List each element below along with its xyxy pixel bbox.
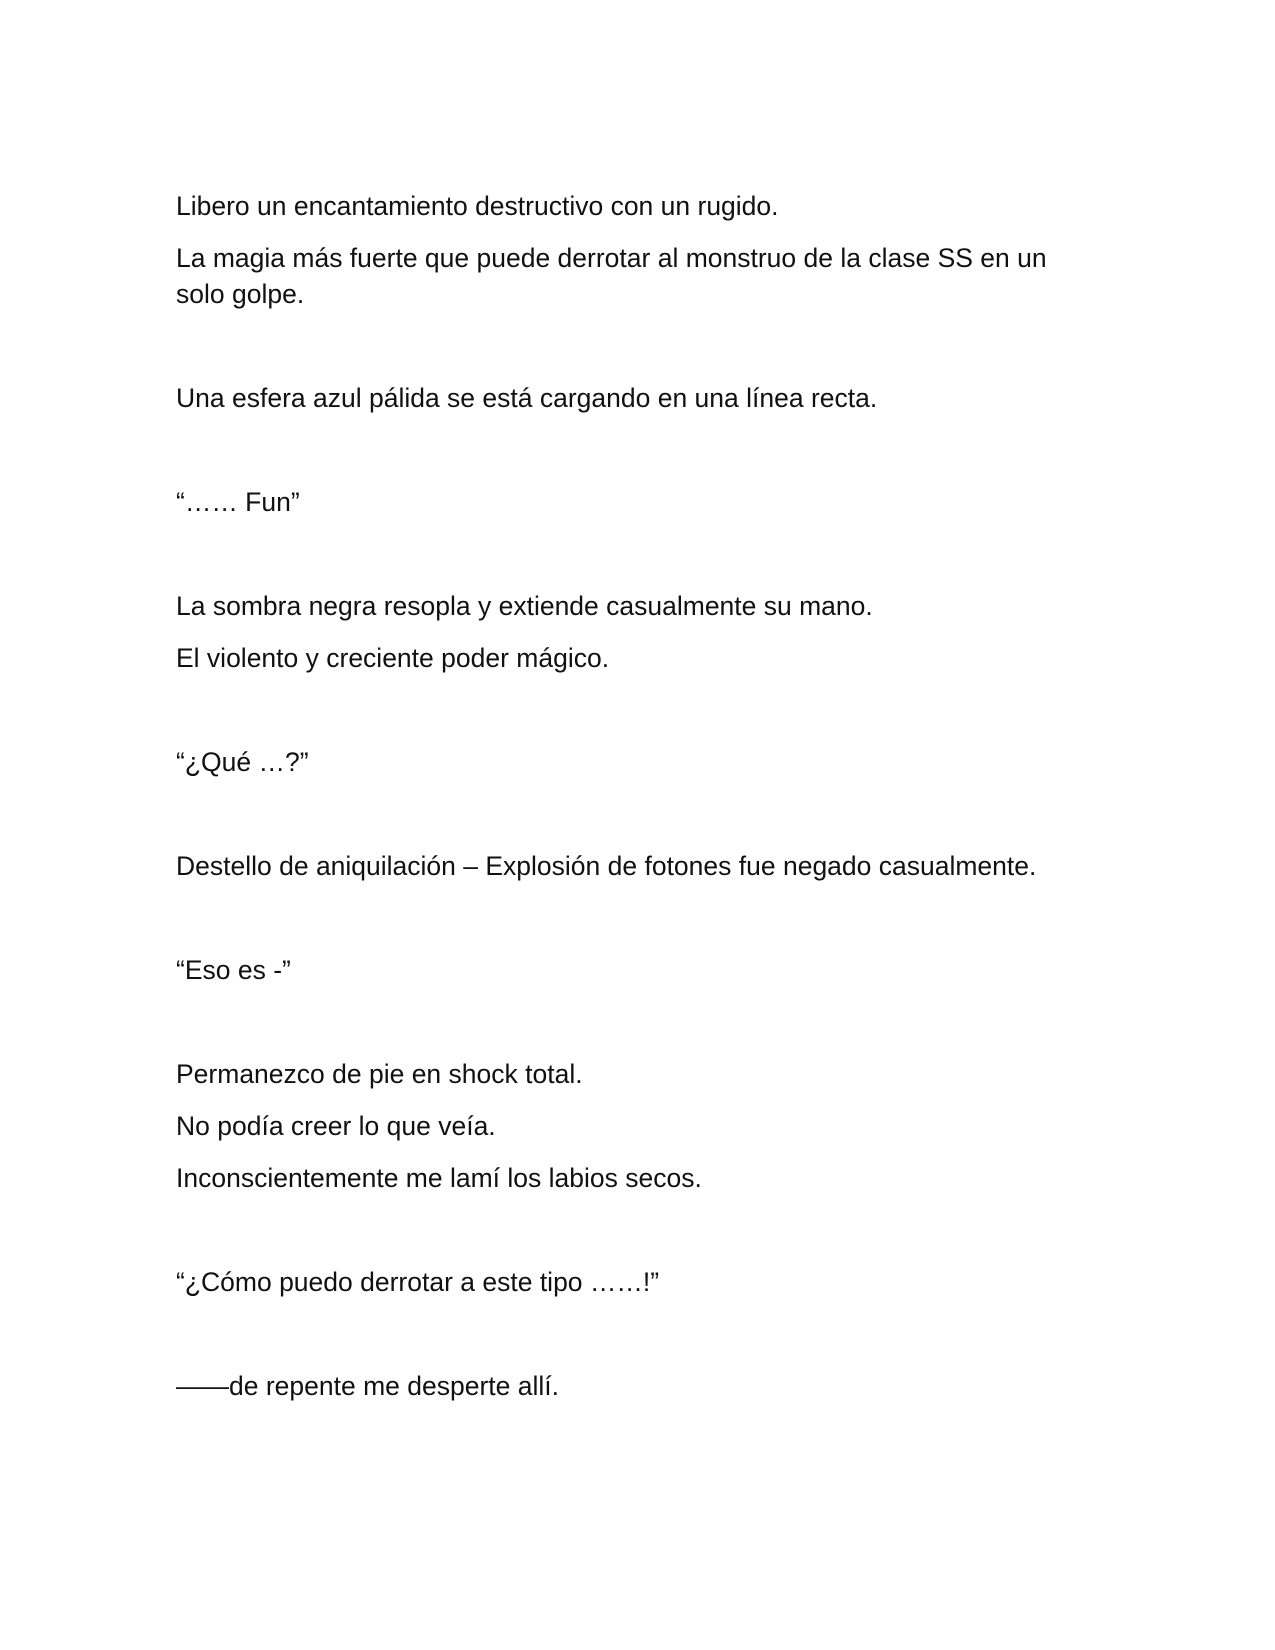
dialogue-line: “¿Cómo puedo derrotar a este tipo ……!” <box>176 1267 660 1297</box>
dialogue-line: “¿Qué …?” <box>176 747 309 777</box>
paragraph: El violento y creciente poder mágico. <box>176 643 610 673</box>
paragraph: La magia más fuerte que puede derrotar al monstruo de la clase SS en un solo golpe. <box>176 243 1047 309</box>
paragraph: Inconscientemente me lamí los labios secos. <box>176 1163 702 1193</box>
paragraph: No podía creer lo que veía. <box>176 1111 496 1141</box>
dialogue-line: “…… Fun” <box>176 487 300 517</box>
paragraph: La sombra negra resopla y extiende casualmente su mano. <box>176 591 873 621</box>
paragraph: Destello de aniquilación – Explosión de fotones fue negado casualmente. <box>176 851 1037 881</box>
paragraph: ——de repente me desperte allí. <box>176 1371 559 1401</box>
paragraph: Libero un encantamiento destructivo con un rugido. <box>176 191 779 221</box>
dialogue-line: “Eso es -” <box>176 955 291 985</box>
document-body <box>176 188 1096 1404</box>
paragraph: Una esfera azul pálida se está cargando en una línea recta. <box>176 383 878 413</box>
paragraph: Permanezco de pie en shock total. <box>176 1059 583 1089</box>
